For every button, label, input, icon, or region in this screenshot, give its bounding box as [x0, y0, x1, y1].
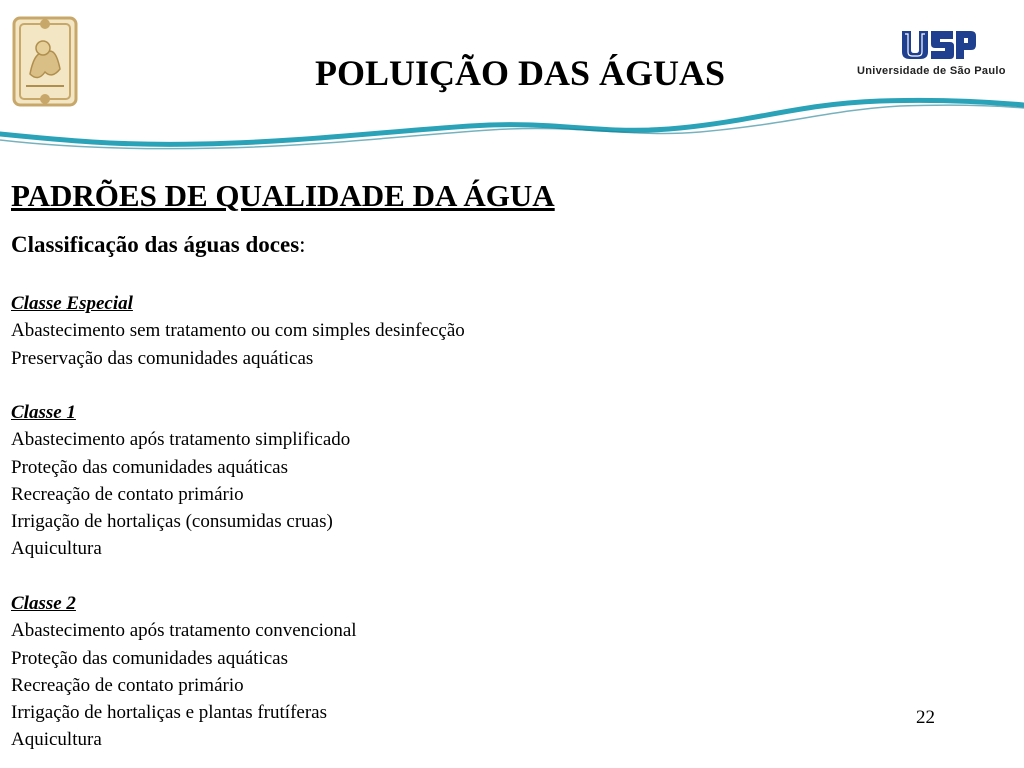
- section-subtitle: PADRÕES DE QUALIDADE DA ÁGUA: [11, 178, 555, 213]
- classe-1-block: [11, 399, 350, 563]
- list-item: Abastecimento sem tratamento ou com simples desinfecção: [11, 320, 465, 342]
- classe-especial-block: [11, 290, 465, 372]
- decorative-wave-divider: [0, 96, 1024, 152]
- list-item: Aquicultura: [11, 538, 102, 560]
- list-item: Proteção das comunidades aquáticas: [11, 647, 288, 669]
- list-item: Recreação de contato primário: [11, 483, 244, 505]
- page-number: 22: [916, 707, 935, 728]
- list-item: Irrigação de hortaliças e plantas frutíferas: [11, 702, 327, 724]
- class-heading: Classe Especial: [11, 293, 133, 314]
- list-item: Recreação de contato primário: [11, 674, 244, 696]
- list-item: Preservação das comunidades aquáticas: [11, 347, 314, 369]
- list-item: Abastecimento após tratamento simplificado: [11, 429, 351, 451]
- list-item: Proteção das comunidades aquáticas: [11, 456, 288, 478]
- class-heading: Classe 1: [11, 402, 76, 423]
- list-item: Aquicultura: [11, 729, 102, 751]
- slide-title: POLUIÇÃO DAS ÁGUAS: [314, 53, 726, 93]
- classe-2-block: [11, 590, 357, 754]
- lead-line: [11, 232, 306, 258]
- list-item: Abastecimento após tratamento convencional: [11, 620, 357, 642]
- usp-name: Universidade de São Paulo: [857, 65, 1006, 77]
- lead-suffix: :: [299, 232, 306, 257]
- class-heading: Classe 2: [11, 593, 76, 614]
- lead-bold-text: Classificação das águas doces: [11, 232, 300, 257]
- usp-logo: [898, 28, 978, 62]
- list-item: Irrigação de hortaliças (consumidas cruas): [11, 511, 333, 533]
